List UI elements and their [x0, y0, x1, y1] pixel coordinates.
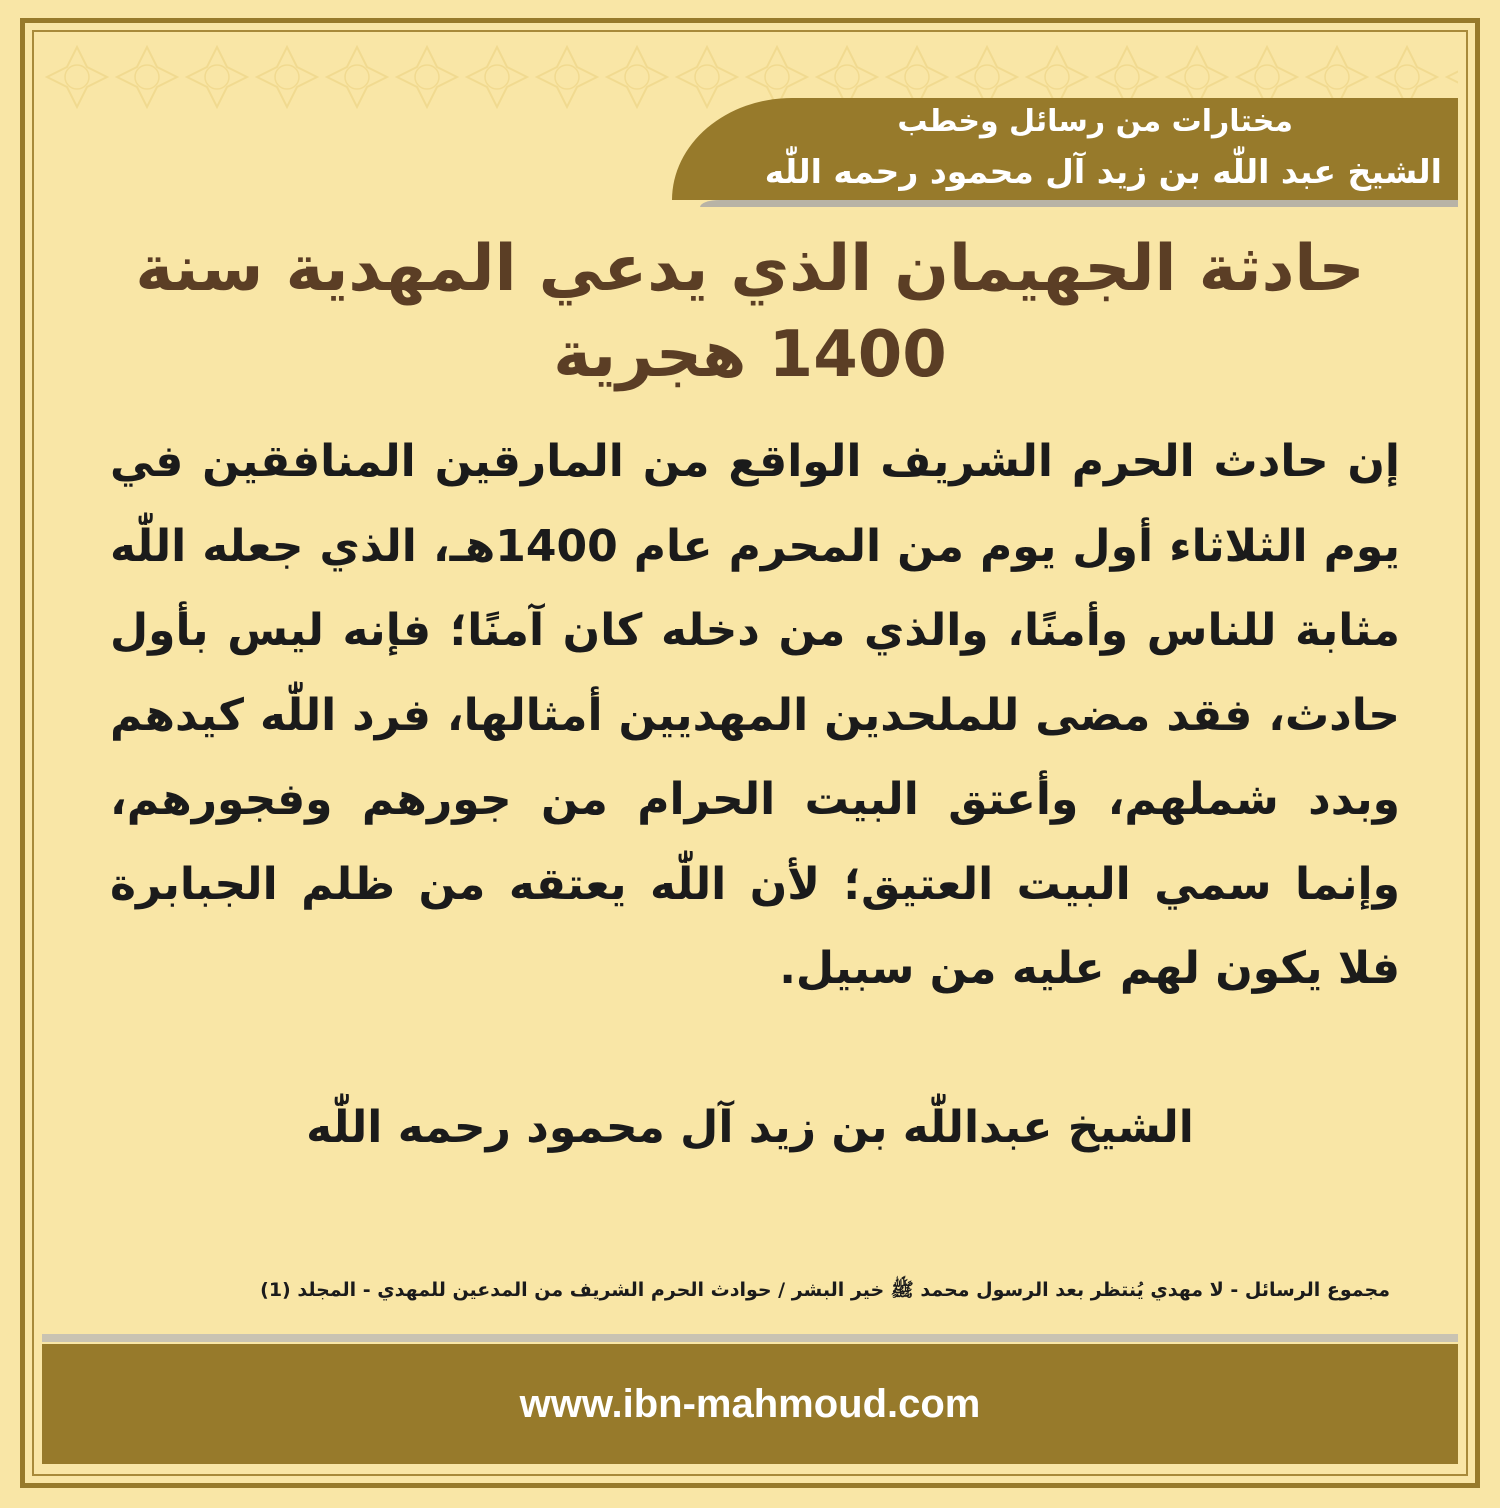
header-banner-shadow [700, 200, 1458, 207]
series-author: الشيخ عبد اللّٰه بن زيد آل محمود رحمه اللّٰه [764, 152, 1442, 191]
article-title-line1: حادثة الجهيمان الذي يدعي المهدية سنة [135, 232, 1365, 306]
article-title [120, 226, 1380, 398]
website-link[interactable]: www.ibn-mahmoud.com [519, 1382, 981, 1426]
article-body: إن حادث الحرم الشريف الواقع من المارقين المنافقين في يوم الثلاثاء أول يوم من المحرم عام 1400هـ، الذي جعله اللّٰه مثابة للناس وأمنًا، والذي من دخله كان آمنًا؛ فإنه ليس بأول حادث، فقد مضى للملحدين المهديين أمثالها، فرد اللّٰه كيدهم وبدد شملهم، وأعتق البيت الحرام من جورهم وفجورهم، وإنما سمي البيت العتيق؛ لأن اللّٰه يعتقه من ظلم الجبابرة فلا يكون لهم عليه من سبيل. [110, 436, 1400, 994]
article-author: الشيخ عبداللّٰه بن زيد آل محمود رحمه اللّٰه [306, 1102, 1194, 1153]
source-footnote: مجموع الرسائل - لا مهدي يُنتظر بعد الرسول محمد ﷺ خير البشر / حوادث الحرم الشريف من المدعين للمهدي - المجلد (1) [260, 1279, 1390, 1301]
footer-shadow [42, 1334, 1458, 1342]
article-title-line2: 1400 هجرية [553, 318, 947, 392]
series-title: مختارات من رسائل وخطب [897, 104, 1293, 139]
